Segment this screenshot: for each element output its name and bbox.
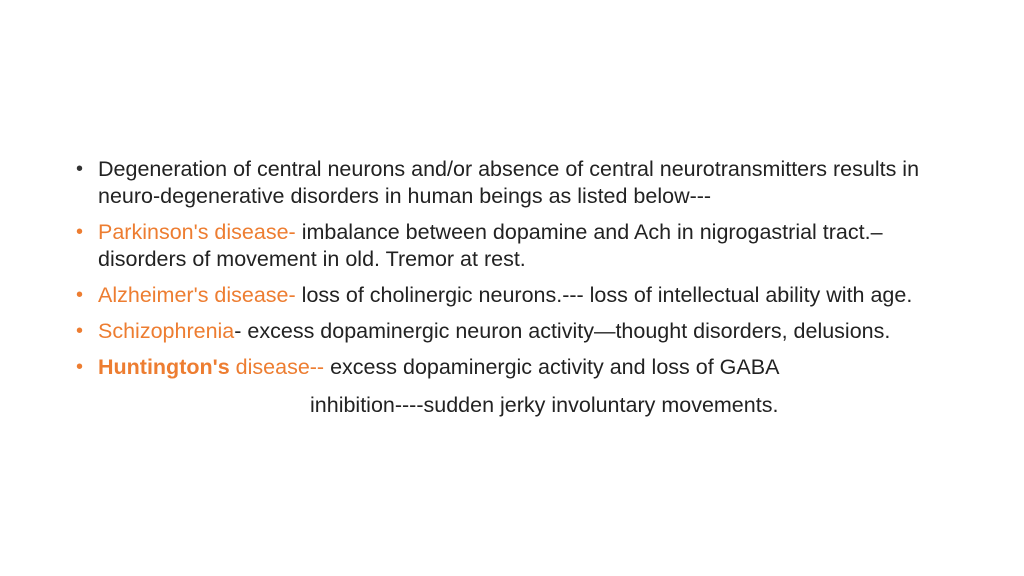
disease-name: Schizophrenia bbox=[98, 319, 235, 343]
bullet-icon: • bbox=[76, 356, 84, 378]
bullet-icon: • bbox=[76, 320, 84, 342]
bullet-text: loss of cholinergic neurons.--- loss of intellectual ability with age. bbox=[301, 283, 913, 307]
bullet-icon: • bbox=[76, 158, 84, 180]
disease-name: Parkinson's disease- bbox=[98, 220, 296, 244]
list-item-schizophrenia bbox=[74, 318, 954, 345]
disease-name: disease-- bbox=[235, 355, 325, 379]
bullet-icon: • bbox=[76, 221, 84, 243]
list-item-degeneration bbox=[74, 156, 954, 210]
bullet-continuation: inhibition----sudden jerky involuntary movements. bbox=[310, 393, 779, 417]
bullet-list bbox=[74, 156, 954, 428]
bullet-text: excess dopaminergic activity and loss of GABA bbox=[330, 355, 780, 379]
bullet-icon: • bbox=[76, 284, 84, 306]
list-item-huntingtons bbox=[74, 354, 954, 419]
list-item-parkinsons bbox=[74, 219, 954, 273]
disease-name-bold: Huntington's bbox=[98, 355, 230, 379]
bullet-text: imbalance between dopamine and Ach in nigrogastrial tract.– disorders of movement in old. Tremor at rest. bbox=[98, 220, 883, 271]
list-item-alzheimers bbox=[74, 282, 954, 309]
bullet-text: - excess dopaminergic neuron activity—thought disorders, delusions. bbox=[234, 319, 891, 343]
bullet-text: Degeneration of central neurons and/or absence of central neurotransmitters results in neuro-degenerative disorders in human beings as listed below--- bbox=[98, 157, 920, 208]
disease-name: Alzheimer's disease- bbox=[98, 283, 296, 307]
